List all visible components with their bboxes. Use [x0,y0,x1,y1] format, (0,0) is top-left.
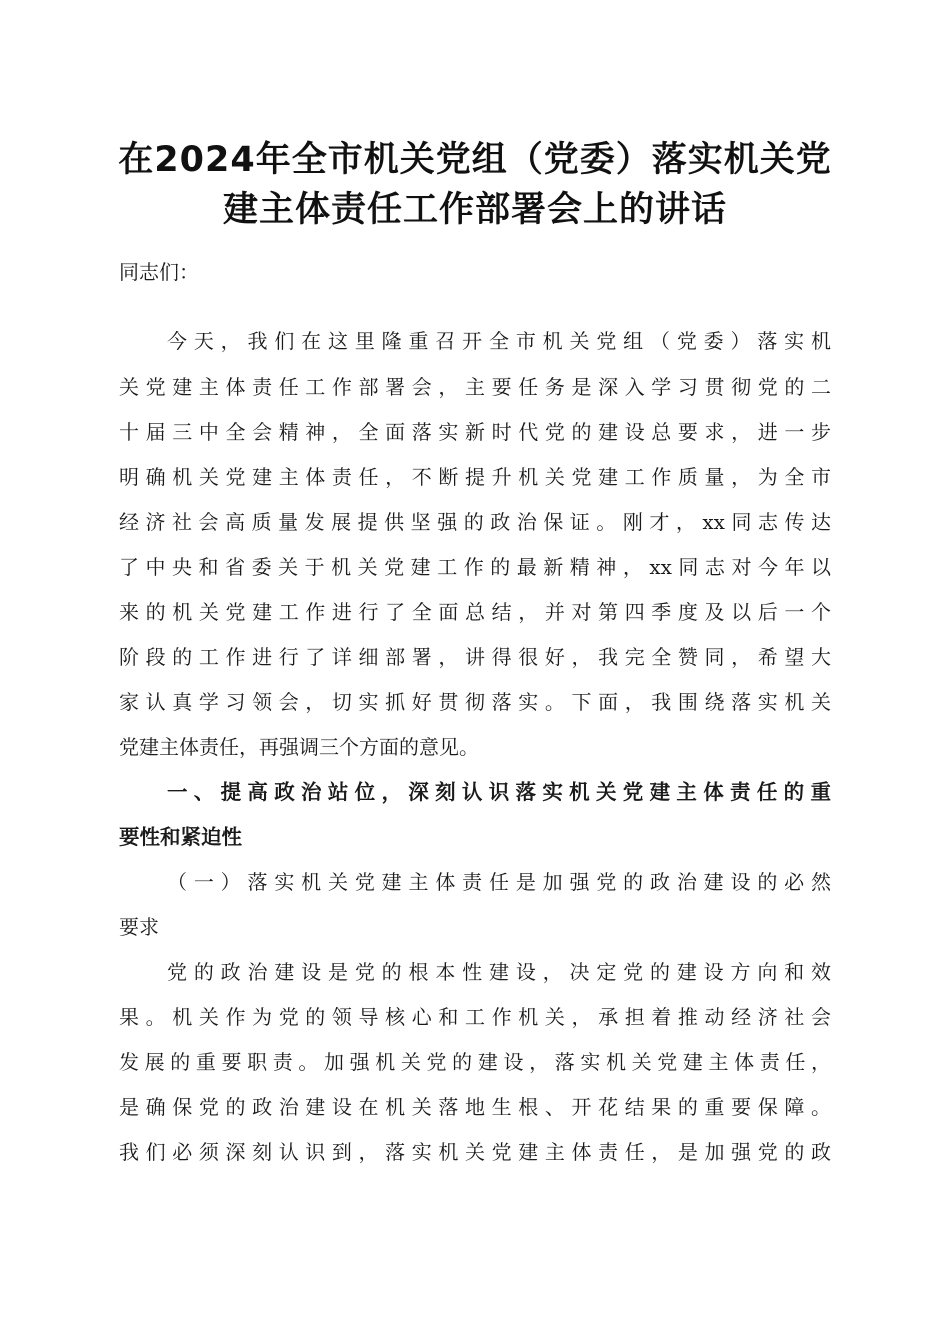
intro-paragraph-line: 今天，我们在这里隆重召开全市机关党组（党委）落实机 [167,329,831,353]
document-title-line-2: 建主体责任工作部署会上的讲话 [222,190,727,230]
body-paragraph-line: 是确保党的政治建设在机关落地生根、开花结果的重要保障。 [119,1095,831,1119]
body-paragraph-line: 果。机关作为党的领导核心和工作机关，承担着推动经济社会 [119,1005,831,1029]
intro-paragraph-line: 了中央和省委关于机关党建工作的最新精神，xx同志对今年以 [119,555,831,579]
intro-paragraph-line: 关党建主体责任工作部署会，主要任务是深入学习贯彻党的二 [119,375,831,399]
section-heading-line: 一、提高政治站位，深刻认识落实机关党建主体责任的重 [167,780,831,804]
intro-paragraph-line: 家认真学习领会，切实抓好贯彻落实。下面，我围绕落实机关 [119,690,831,714]
intro-paragraph-line: 十届三中全会精神，全面落实新时代党的建设总要求，进一步 [119,420,831,444]
subsection-heading-line: （一）落实机关党建主体责任是加强党的政治建设的必然 [167,870,831,894]
intro-paragraph-line: 来的机关党建工作进行了全面总结，并对第四季度及以后一个 [119,600,831,624]
body-paragraph-line: 我们必须深刻认识到，落实机关党建主体责任，是加强党的政 [119,1140,831,1164]
intro-paragraph-line: 阶段的工作进行了详细部署，讲得很好，我完全赞同，希望大 [119,645,831,669]
subsection-heading-line: 要求 [119,915,159,939]
intro-paragraph-line: 党建主体责任，再强调三个方面的意见。 [119,735,479,759]
body-paragraph-line: 发展的重要职责。加强机关党的建设，落实机关党建主体责任， [119,1050,831,1074]
section-heading-line: 要性和紧迫性 [119,825,242,849]
intro-paragraph-line: 经济社会高质量发展提供坚强的政治保证。刚才，xx同志传达 [119,510,831,534]
salutation: 同志们： [119,260,199,284]
document-title-line-1: 在2024年全市机关党组（党委）落实机关党 [118,140,832,180]
body-paragraph-line: 党的政治建设是党的根本性建设，决定党的建设方向和效 [167,960,831,984]
intro-paragraph-line: 明确机关党建主体责任，不断提升机关党建工作质量，为全市 [119,465,831,489]
